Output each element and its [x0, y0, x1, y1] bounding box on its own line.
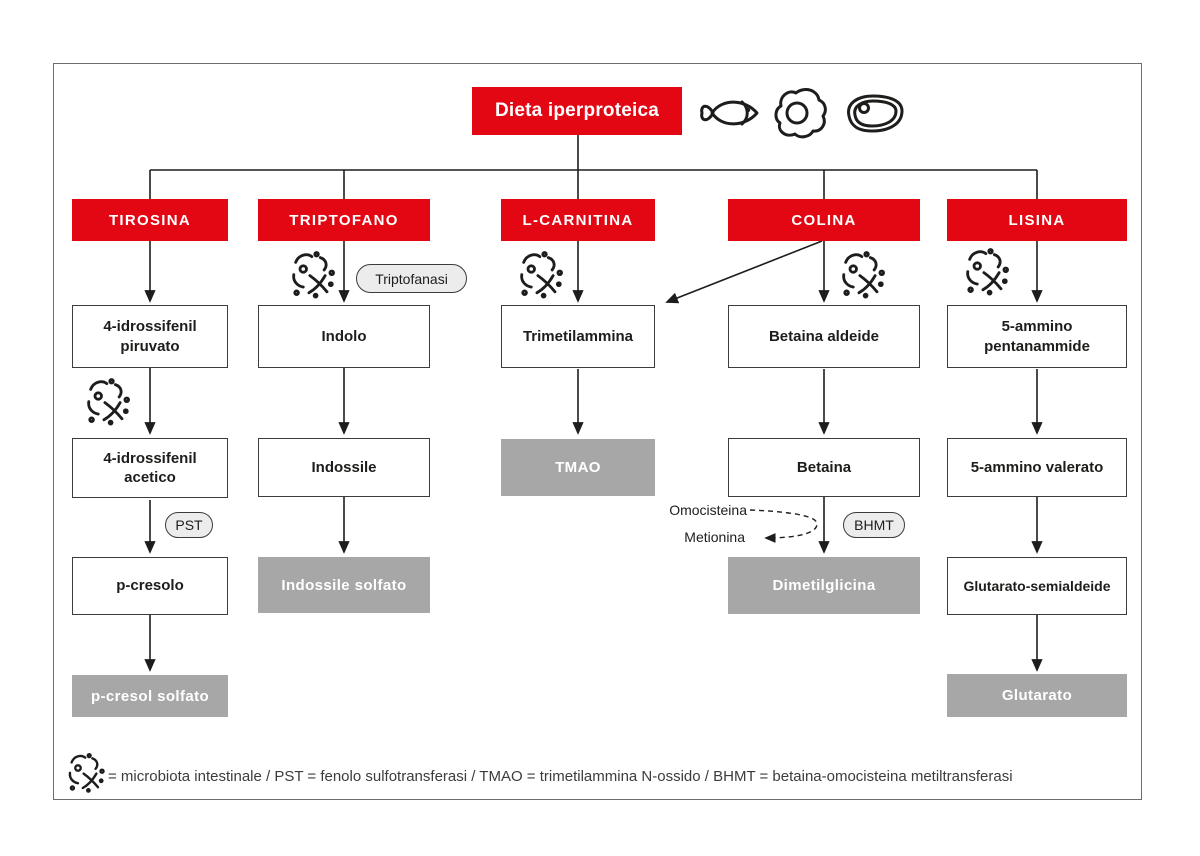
metabolite-box: Indossile — [258, 438, 430, 497]
column-header-l-carnitina: L-CARNITINA — [501, 199, 655, 241]
title-box: Dieta iperproteica — [472, 87, 682, 135]
end-product-box: Indossile solfato — [258, 557, 430, 613]
metabolite-box: 4-idrossifenil piruvato — [72, 305, 228, 368]
label-omocisteina: Omocisteina — [669, 502, 747, 518]
end-product-box: p-cresol solfato — [72, 675, 228, 717]
column-header-colina: COLINA — [728, 199, 920, 241]
metabolite-box: Indolo — [258, 305, 430, 368]
column-header-lisina: LISINA — [947, 199, 1127, 241]
metabolite-box: Trimetilammina — [501, 305, 655, 368]
end-product-box: TMAO — [501, 439, 655, 496]
enzyme-pill-pst: PST — [165, 512, 213, 538]
metabolite-box: Betaina — [728, 438, 920, 497]
end-product-box: Dimetilglicina — [728, 557, 920, 614]
label-metionina: Metionina — [684, 529, 745, 545]
metabolite-box: Glutarato-semialdeide — [947, 557, 1127, 615]
metabolite-box: 4-idrossifenil acetico — [72, 438, 228, 498]
metabolite-box: Betaina aldeide — [728, 305, 920, 368]
metabolite-box: 5-ammino valerato — [947, 438, 1127, 497]
metabolite-box: 5-ammino pentanammide — [947, 305, 1127, 368]
enzyme-pill-bhmt: BHMT — [843, 512, 905, 538]
enzyme-pill-triptofanasi: Triptofanasi — [356, 264, 467, 293]
end-product-box: Glutarato — [947, 674, 1127, 717]
legend-text: = microbiota intestinale / PST = fenolo sulfotransferasi / TMAO = trimetilammina N-ossido / BHMT = betaina-omocisteina metiltransferasi — [108, 768, 1013, 785]
metabolite-box: p-cresolo — [72, 557, 228, 615]
column-header-tirosina: TIROSINA — [72, 199, 228, 241]
column-header-triptofano: TRIPTOFANO — [258, 199, 430, 241]
